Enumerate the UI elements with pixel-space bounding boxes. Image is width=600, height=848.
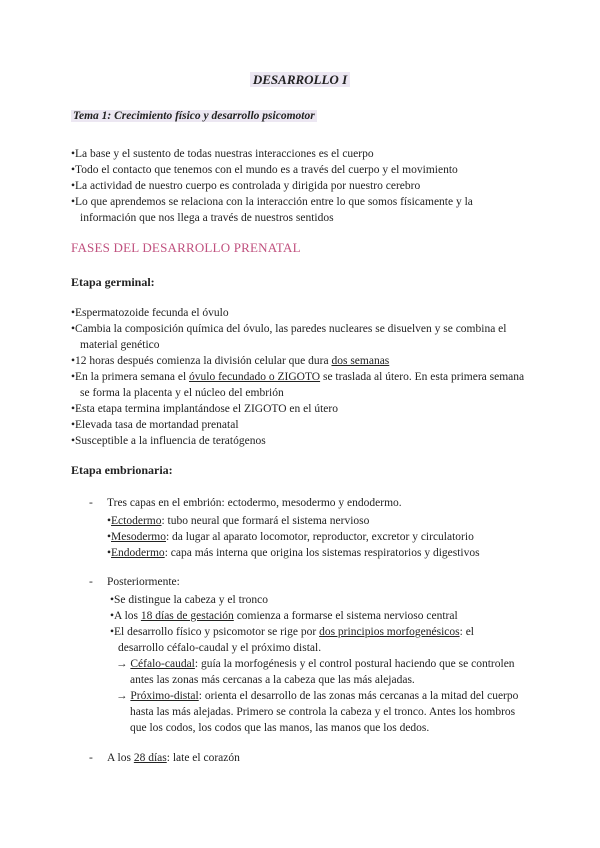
list-item: • En la primera semana el óvulo fecundado o ZIGOTO se traslada al útero. En esta primera semana se forma la placenta y el núcleo del embrión [71, 369, 531, 401]
germinal-list [71, 305, 531, 449]
topic-heading: Tema 1: Crecimiento físico y desarrollo psicomotor [73, 110, 315, 122]
arrow-icon: → [116, 658, 128, 670]
posteriormente-text: Posteriormente: [107, 576, 180, 588]
posteriormente-list [110, 592, 510, 656]
list-item: • El desarrollo físico y psicomotor se rige por dos principios morfogenésicos: el desarrollo céfalo-caudal y el próximo distal. [110, 624, 510, 656]
heading-etapa-embrionaria: Etapa embrionaria: [71, 463, 173, 477]
list-item: • Esta etapa termina implantándose el ZIGOTO en el útero [71, 401, 531, 417]
list-item: • Lo que aprendemos se relaciona con la interacción entre lo que somos físicamente y la información que nos llega a través de nuestros sentidos [71, 194, 531, 226]
list-item: • 12 horas después comienza la división celular que dura dos semanas [71, 353, 531, 369]
list-item: • Todo el contacto que tenemos con el mundo es a través del cuerpo y el movimiento [71, 162, 531, 178]
list-item: • Ectodermo: tubo neural que formará el sistema nervioso [107, 513, 507, 529]
list-item: • La base y el sustento de todas nuestras interacciones es el cuerpo [71, 146, 531, 162]
list-item: • Se distingue la cabeza y el tronco [110, 592, 510, 608]
list-item: • Susceptible a la influencia de teratógenos [71, 433, 531, 449]
arrow-item-proximo-distal: → Próximo-distal: orienta el desarrollo de las zonas más cercanas a la mitad del cuerpo hasta las más alejadas. Primero se controla la cabeza y el tronco. Antes los hombros que los codos, los codos que las manos, las manos que los dedos. [116, 690, 519, 734]
list-item: • Mesodermo: da lugar al aparato locomotor, reproductor, excretor y circulatorio [107, 529, 507, 545]
capas-text: Tres capas en el embrión: ectodermo, mesodermo y endodermo. [107, 497, 402, 509]
document-title: DESARROLLO I [0, 72, 600, 88]
intro-list [71, 146, 531, 226]
dash-marker: - [89, 497, 93, 509]
arrow-item-cefalo-caudal: → Céfalo-caudal: guía la morfogénesis y el control postural haciendo que se controlen antes las zonas más cercanas a la cabeza que las más alejadas. [116, 658, 515, 686]
section-heading-fases: FASES DEL DESARROLLO PRENATAL [71, 240, 301, 255]
corazon-text: A los 28 días: late el corazón [107, 752, 240, 764]
arrow-icon: → [116, 690, 128, 702]
dash-marker: - [89, 752, 93, 764]
dash-marker: - [89, 576, 93, 588]
list-item: • A los 18 días de gestación comienza a formarse el sistema nervioso central [110, 608, 510, 624]
list-item: • Espermatozoide fecunda el óvulo [71, 305, 531, 321]
list-item: • Elevada tasa de mortandad prenatal [71, 417, 531, 433]
heading-etapa-germinal: Etapa germinal: [71, 275, 155, 289]
list-item: • La actividad de nuestro cuerpo es controlada y dirigida por nuestro cerebro [71, 178, 531, 194]
list-item: • Endodermo: capa más interna que origina los sistemas respiratorios y digestivos [107, 545, 507, 561]
list-item: • Cambia la composición química del óvulo, las paredes nucleares se disuelven y se combina el material genético [71, 321, 531, 353]
capas-list [107, 513, 507, 561]
